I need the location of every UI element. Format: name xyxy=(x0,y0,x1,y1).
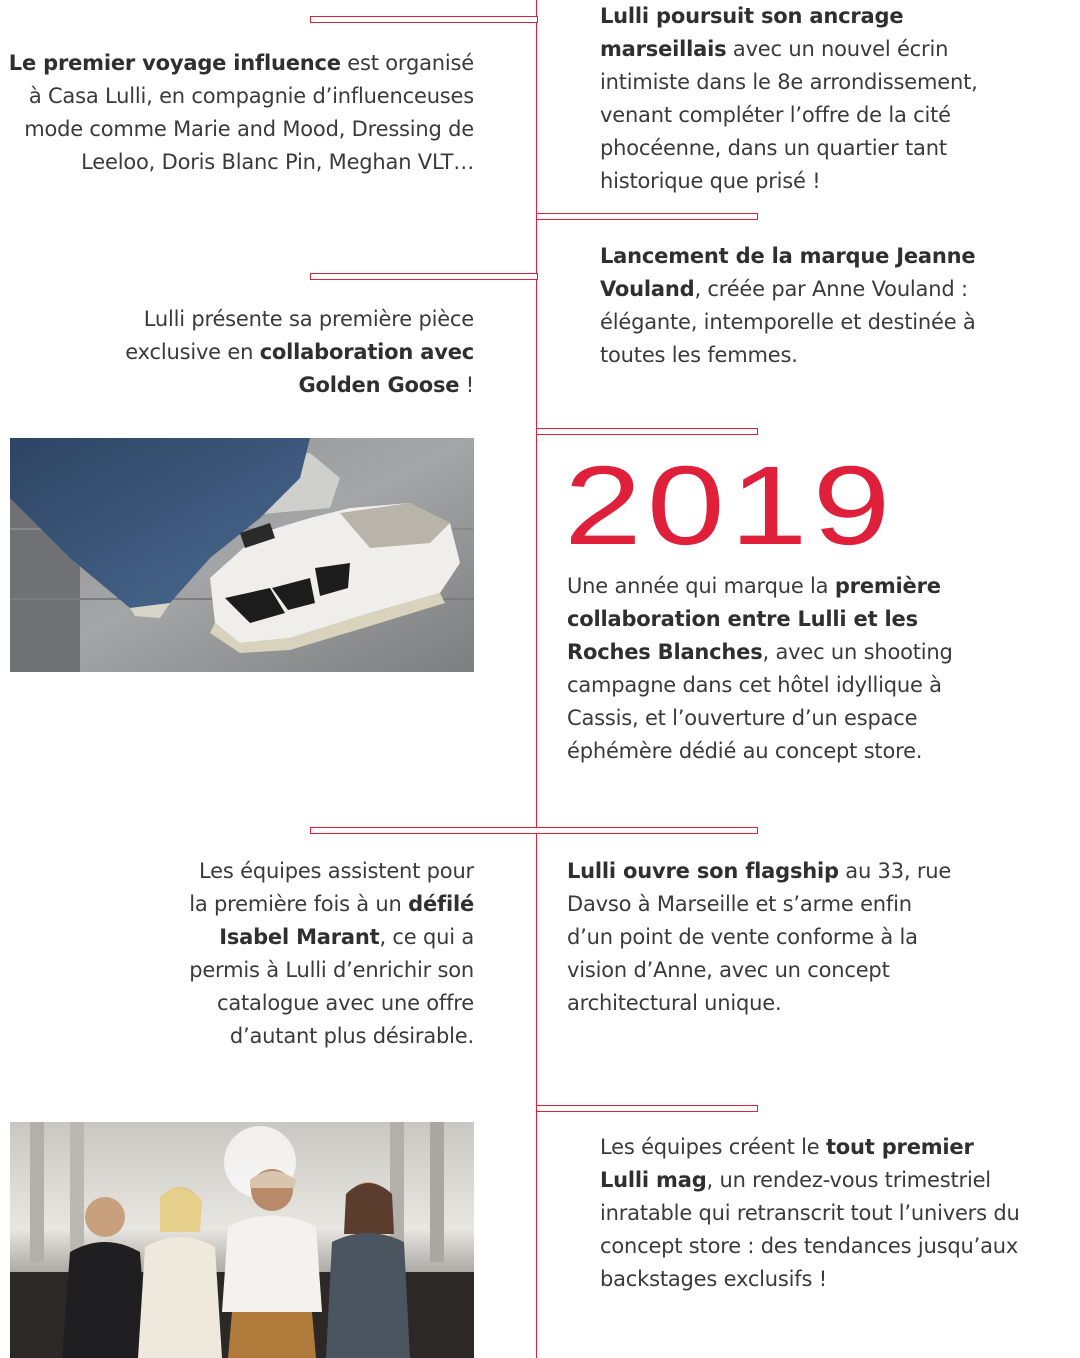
entry-marant-text-post: , ce qui a permis à Lulli d’enrichir son catalogue avec une offre d’autant plus désirable. xyxy=(189,925,474,1048)
entry-jeanne-text: , créée par Anne Vouland : élégante, intemporelle et destinée à toutes les femmes. xyxy=(600,277,976,367)
timeline-marker xyxy=(310,273,538,280)
entry-marseille-text: avec un nouvel écrin intimiste dans le 8e arrondissement, venant compléter l’offre de la cité phocéenne, dans un quartier tant historique que prisé ! xyxy=(600,37,978,193)
entry-golden-highlight: collaboration avec Golden Goose xyxy=(259,340,474,397)
timeline-marker xyxy=(310,16,538,23)
entry-roches-text-pre: Une année qui marque la xyxy=(567,574,835,598)
entry-roches-text-post: , avec un shooting campagne dans cet hôtel idyllique à Cassis, et l’ouverture d’un espace éphémère dédié au concept store. xyxy=(567,640,953,763)
entry-golden-text-post: ! xyxy=(459,373,474,397)
entry-golden-text-pre: Lulli présente sa première pièce exclusive en xyxy=(125,307,474,364)
entry-mag-highlight: tout premier Lulli mag xyxy=(600,1135,974,1192)
fashion-show-illustration xyxy=(10,1122,474,1358)
entry-flagship-text: au 33, rue Davso à Marseille et s’arme enfin d’un point de vente conforme à la vision d’Anne, avec un concept architectural unique. xyxy=(567,859,952,1015)
entry-golden-goose xyxy=(110,303,474,402)
entry-roches-highlight: première collaboration entre Lulli et les Roches Blanches xyxy=(567,574,941,664)
timeline-marker xyxy=(536,213,758,220)
entry-flagship-highlight: Lulli ouvre son flagship xyxy=(567,859,839,883)
entry-mag-text-pre: Les équipes créent le xyxy=(600,1135,826,1159)
entry-flagship xyxy=(567,855,957,1020)
entry-influence xyxy=(0,47,474,179)
timeline-marker xyxy=(536,428,758,435)
fashion-show-photo xyxy=(10,1122,474,1358)
entry-roches-blanches xyxy=(567,570,1007,768)
entry-jeanne-vouland xyxy=(600,240,995,372)
timeline-line xyxy=(536,0,537,1358)
entry-jeanne-highlight: Lancement de la marque Jeanne Vouland xyxy=(600,244,976,301)
timeline-marker xyxy=(536,1105,758,1112)
entry-marseille-highlight: Lulli poursuit son ancrage marseillais xyxy=(600,4,904,61)
entry-influence-highlight: Le premier voyage influence xyxy=(8,51,341,75)
entry-influence-text: est organisé à Casa Lulli, en compagnie d’influenceuses mode comme Marie and Mood, Dressing de Leeloo, Doris Blanc Pin, Meghan VLT… xyxy=(24,51,474,174)
entry-isabel-marant xyxy=(180,855,474,1053)
sneaker-photo xyxy=(10,438,474,672)
entry-marseille xyxy=(600,0,1030,198)
entry-marant-highlight: défilé Isabel Marant xyxy=(219,892,474,949)
entry-lulli-mag xyxy=(600,1131,1025,1296)
timeline-marker xyxy=(310,827,758,834)
entry-mag-text-post: , un rendez-vous trimestriel inratable qui retranscrit tout l’univers du concept store : des tendances jusqu’aux backstages exclusifs ! xyxy=(600,1168,1020,1291)
entry-marant-text-pre: Les équipes assistent pour la première fois à un xyxy=(189,859,474,916)
year-heading: 2019 xyxy=(564,443,896,568)
sneaker-illustration xyxy=(10,438,474,672)
